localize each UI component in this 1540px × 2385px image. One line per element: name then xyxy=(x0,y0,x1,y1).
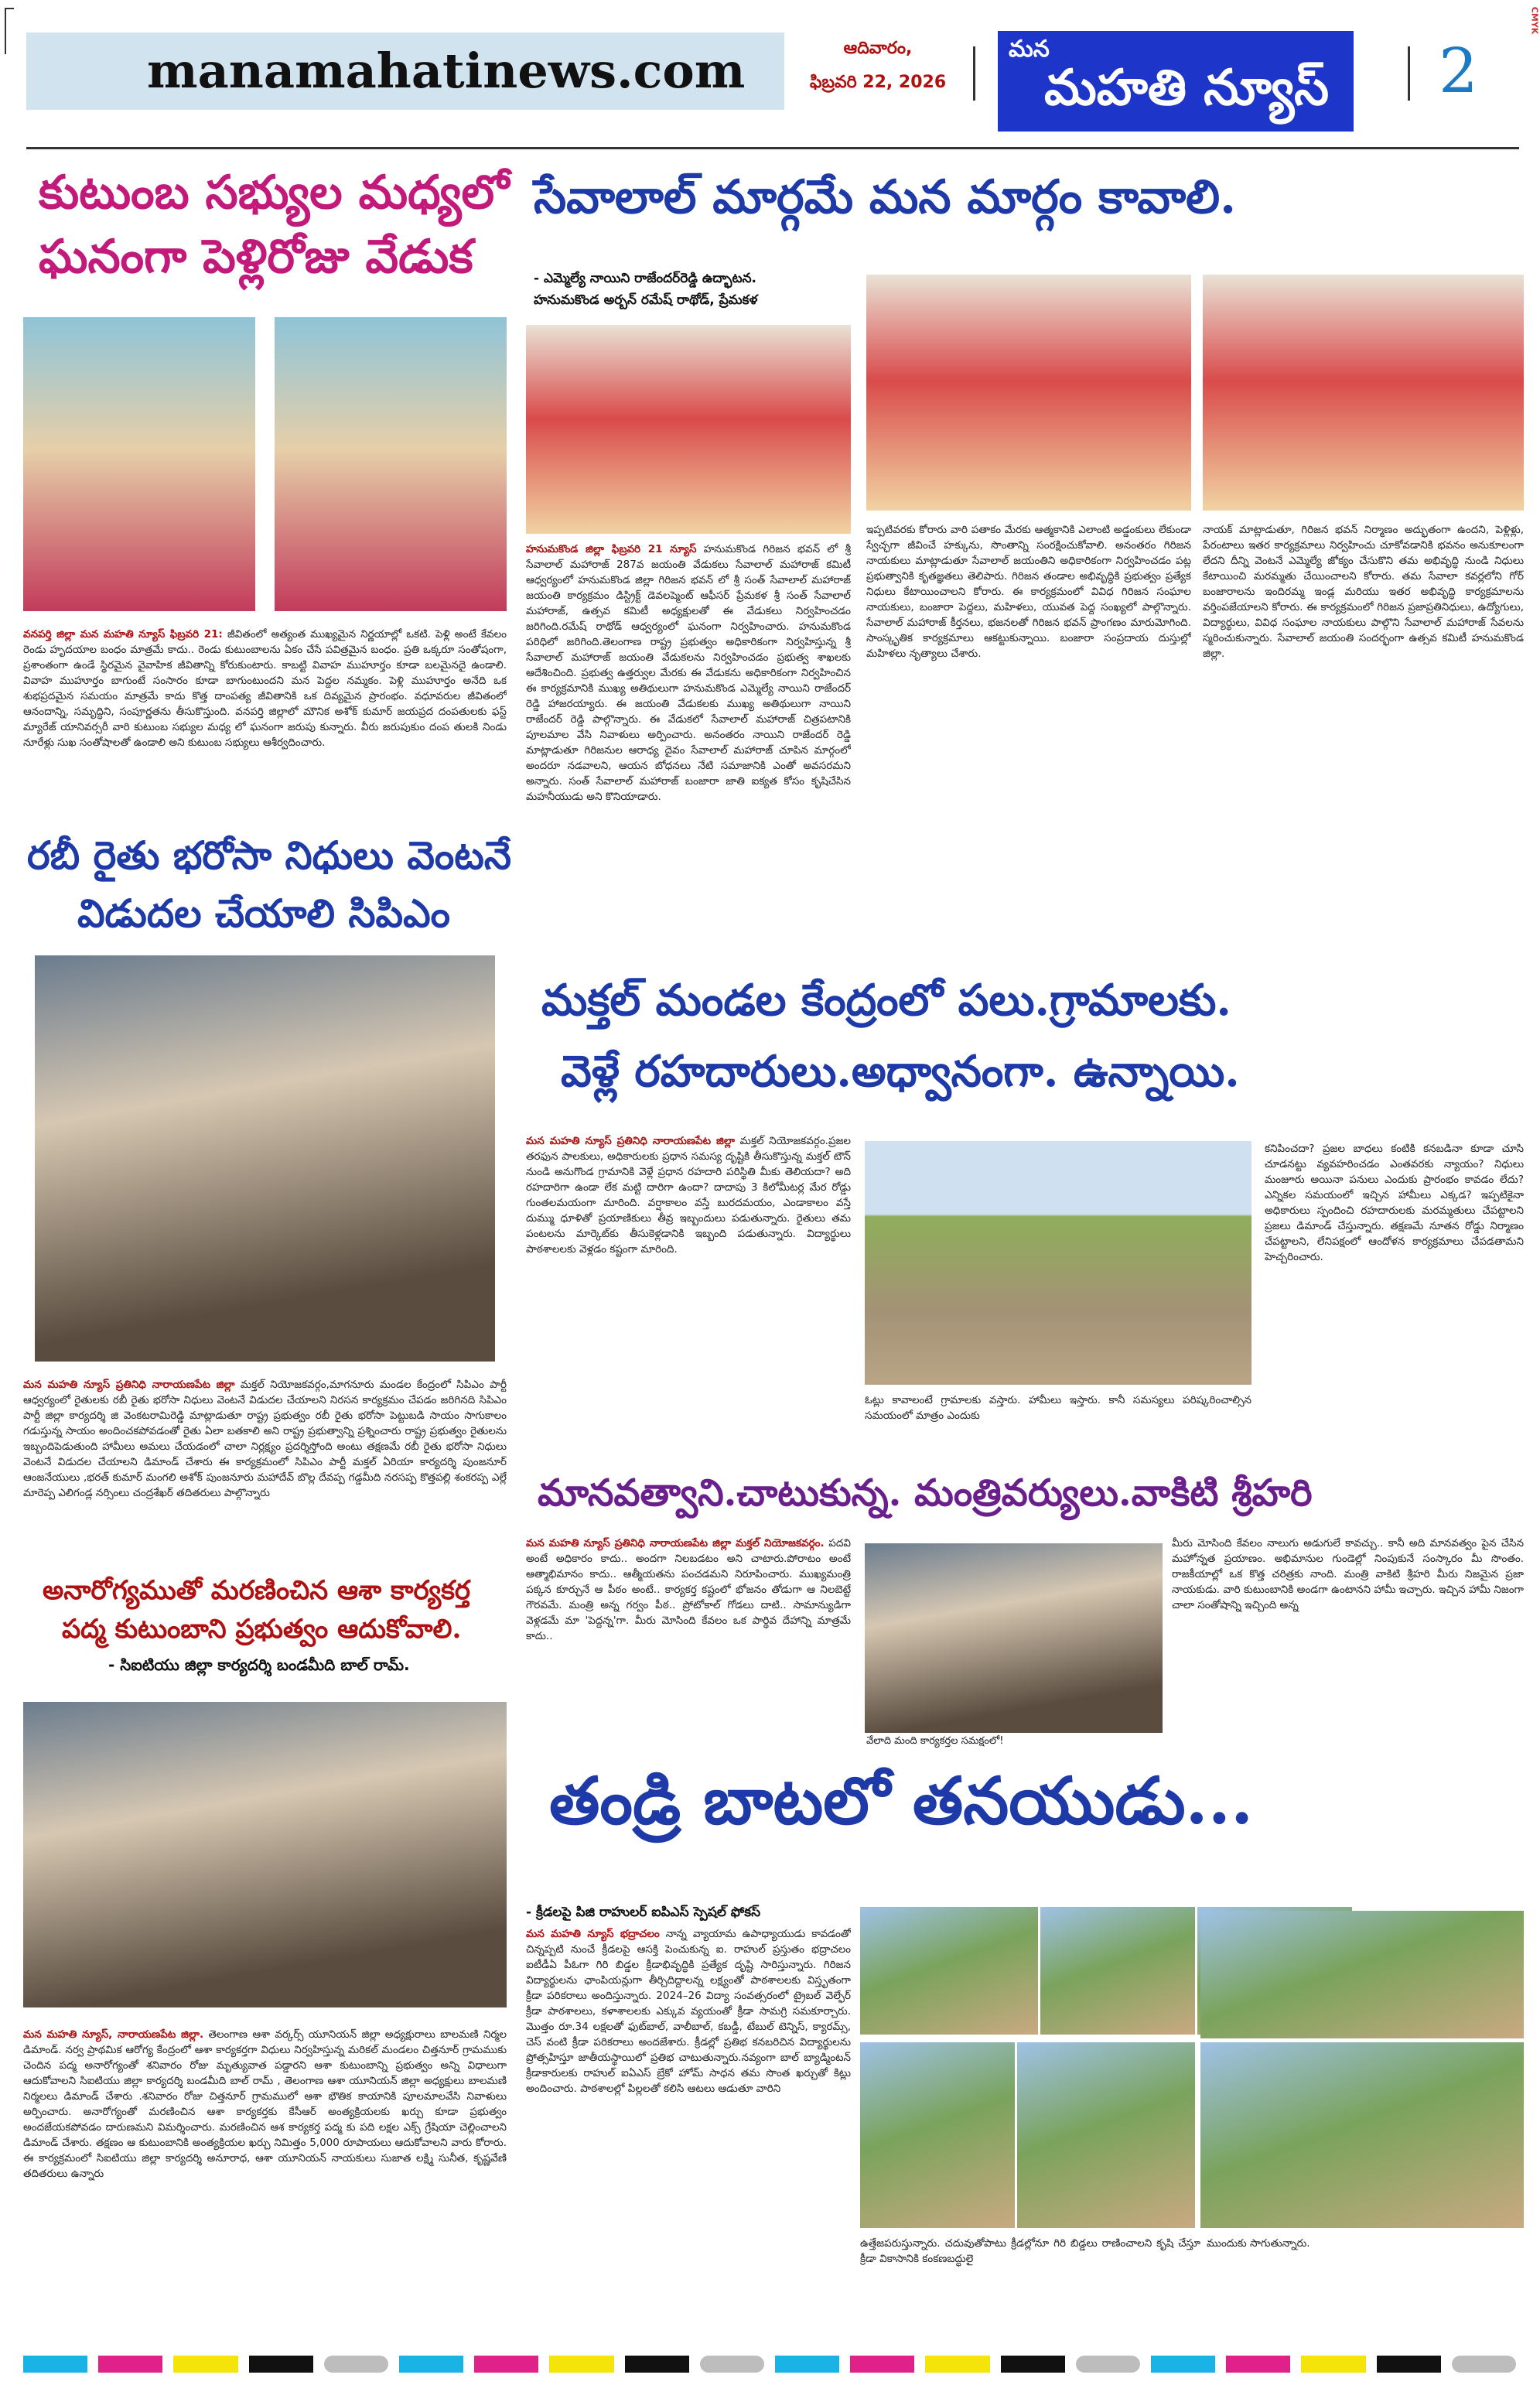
sports-photo-2 xyxy=(1040,1907,1195,2035)
rabi-headline-2: విడుదల చేయాలి సిపిఎం xyxy=(77,890,450,936)
masthead xyxy=(0,0,1540,155)
reg-swatch xyxy=(249,2356,313,2373)
sevalal-sub-1: - ఎమ్మెల్యే నాయిని రాజేందర్‌రెడ్డి ఉద్భాటన. xyxy=(534,271,756,286)
divider xyxy=(973,46,975,101)
sevalal-photo-3 xyxy=(1203,275,1524,511)
date-day: ఆదివారం, xyxy=(843,39,913,58)
reg-swatch xyxy=(700,2356,764,2373)
sports-photo-7 xyxy=(1200,2042,1524,2228)
reg-swatch xyxy=(1076,2356,1140,2373)
sevalal-body-2 xyxy=(866,522,1191,959)
reg-swatch xyxy=(1226,2356,1290,2373)
sports-photo-1 xyxy=(860,1907,1038,2035)
asha-byline: - సిఐటియు జిల్లా కార్యదర్శి బండమీది బాల్ రామ్. xyxy=(108,1655,410,1674)
makthal-body-2 xyxy=(1265,1141,1524,1458)
srihari-body-2 xyxy=(1172,1536,1524,1737)
anniversary-photo-1 xyxy=(23,317,255,611)
sports-tail-2 xyxy=(1207,2236,1524,2259)
srihari-dateline: మన మహతి న్యూస్ ప్రతినిధి నారాయణపేట జిల్లా మక్తల్ నియోజకవర్గం. xyxy=(526,1537,825,1550)
asha-photo xyxy=(23,1702,507,2007)
asha-body xyxy=(23,2027,507,2274)
reg-swatch xyxy=(23,2356,87,2373)
reg-swatch xyxy=(625,2356,689,2373)
sports-photo-5 xyxy=(860,2042,1015,2228)
reg-swatch xyxy=(549,2356,613,2373)
sports-text: నాన్న వ్యాయామ ఉపాధ్యాయుడు కావడంతో చిన్నప్పటి నుంచే క్రీడలపై ఆసక్తి పెంచుకున్న ఐ. రాహుల్ ప్రస్తుతం భద్రాచలం ఐటీడీఏ పీఓగా గిరి బిడ్డల క్రీడాభివృద్ధికి ప్రత్యేక దృష్టి సారిస్తున్నారు. గిరిజన విద్యార్థులను ఛాంపియన్లుగా తీర్చిదిద్దాలన్న లక్ష్యంతో పాఠశాలలకు విస్తృతంగా క్రీడా పరికరాలు అందిస్తున్నారు. 2024–26 విద్యా సంవత్సరంలో ట్రైబల్ వెల్ఫేర్ క్రీడా పాఠశాలలు, కళాశాలలకు ఎక్కువ వ్యయంతో క్రీడా సామగ్రి సమకూర్చారు. మొత్తం రూ.34 లక్షలతో ఫుట్‌బాల్, వాలీబాల్, కబడ్డీ, టేబుల్ టెన్నిస్, క్యారమ్స్, చెస్ వంటి క్రీడా పరికరాలు అందజేశారు. క్రీడల్లో ప్రతిభ కనబరిచిన విద్యార్థులను ప్రోత్సహిస్తూ జాతీయస్థాయిలో ప్రతిభ చాటుతున్నారు.నవ్యంగా బాల్ బ్యాడ్మింటన్ క్రీడాకారులకు రాహుల్ ఐఏఎస్ బ్రేకో హోమ్ సాధన తమ సొంత ఖర్చుతో కిట్లు అందించారు. పాఠశాలల్లో పిల్లలతో కలిసి ఆటలు ఆడుతూ వారిని xyxy=(526,1928,851,2095)
sevalal-text-1: హనుమకొండ గిరిజన భవన్ లో శ్రీ సేవాలాల్ మహారాజ్ 287వ జయంతి వేడుకలు సేవాలాల్ మహారాజ్ కమిటీ ఆధ్వర్యంలో హనుమకొండ జిల్లా గిరిజన భవన్ లో శ్రీ సంత్ సేవాలాల్ మహారాజ్ జయంతి కార్యక్రమం డిస్ట్రిక్ట్ డెవలప్మెంట్ ఆఫీసర్ ప్రేమకళ శ్రీ సంత్ సేవాలాల్ మహారాజ్, ఉత్సవ కమిటీ అధ్యక్షులతో ఈ వేడుకలు నిర్వహించడం జరిగింది.రమేష్ రాథోడ్ ఆధ్వర్యంలో ఘనంగా నిర్వహించారు. హనుమకొండ పరిధిలో జరిగింది.తెలంగాణ రాష్ట్ర ప్రభుత్వం అధికారికంగా నిర్వహిస్తున్న శ్రీ సేవాలాల్ మహారాజ్ జయంతి వేడుకలను నిర్వహించడం ప్రభుత్వ శాఖలకు ఆదేశించింది. ప్రభుత్వ ఉత్తర్వుల మేరకు ఈ వేడుకను అధికారికంగా నిర్వహించిన ఈ కార్యక్రమానికి ముఖ్య అతిథులుగా హనుమకొండ ఎమ్మెల్యే నాయిని రాజేందర్ రెడ్డి హాజరయ్యారు. ఈ జయంతి వేడుకలకు ముఖ్య అతిథులుగా నాయిని రాజేందర్ రెడ్డి పాల్గొన్నారు. ఈ వేడుకలో సేవాలాల్ మహారాజ్ చిత్రపటానికి పూలమాల వేసి నివాళులు అర్పించారు. అనంతరం నాయిని రాజేందర్ రెడ్డి మాట్లాడుతూ గిరిజనుల ఆరాధ్య దైవం సేవాలాల్ మహారాజ్ చూపిన మార్గంలో అందరూ నడవాలని, ఆయన బోధనలు నేటి సమాజానికి ఎంతో అవసరమని అన్నారు. సంత్ సేవాలాల్ మహారాజ్ బంజారా జాతి ఐక్యత కోసం కృషిచేసిన మహనీయుడు అని కొనియాడారు. xyxy=(526,543,851,803)
makthal-headline-2: వెళ్లే రహదారులు.అధ్వానంగా. ఉన్నాయి. xyxy=(561,1046,1240,1097)
sports-dateline: మన మహతి న్యూస్ భద్రాచలం xyxy=(526,1928,660,1940)
logo-main: మహతి న్యూస్ xyxy=(1044,59,1330,117)
sports-photo-4 xyxy=(1200,1911,1524,2038)
sports-photo-6 xyxy=(1017,2042,1195,2228)
reg-swatch xyxy=(775,2356,839,2373)
sports-headline: తండ్రి బాటలో తనయుడు... xyxy=(549,1762,1254,1839)
reg-swatch xyxy=(324,2356,388,2373)
page-number: 2 xyxy=(1439,35,1478,107)
anniversary-text: జీవితంలో అత్యంత ముఖ్యమైన నిర్ణయాల్లో ఒకటి. పెళ్లి అంటే కేవలం రెండు హృదయాల బంధం మాత్రమే కాదు.. రెండు కుటుంబాలను ఏకం చేసే పవిత్రమైన బంధం. ప్రతి ఒక్కరూ సంతోషంగా, ప్రశాంతంగా ఉండే స్థిరమైన వైవాహిక జీవితాన్ని కోరుకుంటారు. కాబట్టి వివాహ ముహూర్తం కూడా బలమైనదై ఉండాలి. వివాహ ముహూర్తం బాగుంటే సంసారం కూడా బాగుంటుందని మన పెద్దల నమ్మకం. పెళ్లి ముహూర్తం అనేది ఒక శుభప్రదమైన సమయం మాత్రమే కాదు కొత్త దాంపత్య జీవితానికి ఒక దివ్యమైన ప్రారంభం. వధూవరుల జీవితంలో ఆనందాన్ని, సమృద్ధిని, సంపూర్ణతను తీసుకొస్తుంది. వనపర్తి జిల్లాలో మౌనిక అశోక్ కుమార్ జయప్రద దంపతులకు ఫస్ట్ మ్యారేజ్ యానివర్సరీ వారి కుటుంబ సభ్యుల మధ్య లో ఘనంగా జరుపు కున్నారు. వీరు జరుపుకుం దంప తులకి నిండు నూరేళ్లు సుఖ సంతోషాలతో ఉండాలి అని కుటుంబ సభ్యులు ఆశీర్వదించారు. xyxy=(23,628,507,749)
asha-headline-2: పద్మ కుటుంబాని ప్రభుత్వం ఆదుకోవాలి. xyxy=(62,1614,462,1645)
reg-swatch xyxy=(1151,2356,1215,2373)
rabi-headline-1: రబీ రైతు భరోసా నిధులు వెంటనే xyxy=(27,832,511,878)
site-url[interactable]: manamahatinews.com xyxy=(147,43,746,99)
reg-swatch xyxy=(1001,2356,1065,2373)
reg-swatch xyxy=(173,2356,237,2373)
anniversary-headline-2: ఘనంగా పెళ్లిరోజు వేడుక xyxy=(39,230,473,284)
rabi-text: మక్తల్ నియోజకవర్గం,మాగనూరు మండల కేంద్రంలో సిపిఎం పార్టీ ఆధ్వర్యంలో రైతులకు రబీ రైతు భరోసా నిధులు వెంటనే విడుదల చేయాలని నిరసన కార్యక్రమం చేపడం జరిగినది సిపిఎం పార్టీ జిల్లా కార్యదర్శి జి వెంకటరామిరెడ్డి మాట్లాడుతూ రాష్ట్ర ప్రభుత్వం రబీ రైతు భరోసా పెట్టుబడి సాయం సాగుకాలం గడుస్తున్న సాయం అందించకపోవడంతో రైతు ఏలా బతకాలి అని రాష్ట్ర ప్రభుత్వాన్ని ప్రశ్నించారు రాష్ట్ర ప్రభుత్వం రైతులను ఇబ్బందిపెడుతుంది హామీలు అమలు చేయడంలో చాలా నిర్లక్ష్యం ప్రదర్శిస్తోంది అంటు తక్షణమే రబీ రైతు భరోసా నిధులు వెంటనే విడుదల చేయాలని డిమాండ్ చేశారు ఈ కార్యక్రమంలో సిపిఎం పార్టీ మక్తల్ ఏరియా కార్యదర్శి పుంజనూర్ ఆంజనేయులు ,భరత్ కుమార్ మంగలి అశోక్ పుంజనూరు మహాదేవ్ బొల్ల దేవప్ప గడ్డమీది నరసప్ప కొత్తపల్లి శంకరప్ప ఎల్లే మారెప్ప ఎలిగండ్ల నర్సింలు చంద్రశేఖర్ తదితరులు పాల్గొన్నారు xyxy=(23,1379,507,1499)
srihari-text-1: పదవి అంటే అధికారం కాదు.. అందగా నిలబడటం అని చాటారు.పోరాటం అంటే ఆత్మాభిమానం కాదు.. ఆత్మీయతను పంచడమని నిరూపించారు. ముఖ్యమంత్రి పక్కన కూర్చునే ఆ పీఠం అంటే.. కార్యకర్త కష్టంలో భోజనం తోడుగా ఆ నిలబెట్టే గౌరవమే. మంత్రి అన్న గర్వం పీఠ.. ప్రోటోకాల్ గోడలు దాటి.. సామాన్యుడిగా వెళ్లడమే మా 'పెద్దన్న'గా. మీరు మోసింది కేవలం ఒక పార్థివ దేహాన్ని మాత్రమే కాదు.. xyxy=(526,1537,851,1642)
reg-swatch xyxy=(399,2356,463,2373)
sevalal-photo-2 xyxy=(866,275,1191,511)
sports-sub: - క్రీడలపై పిజి రాహులర్ ఐపిఎస్ స్పెషల్ ఫోకస్ xyxy=(526,1905,761,1920)
anniversary-dateline: వనపర్తి జిల్లా మన మహతి న్యూస్ ఫిబ్రవరి 21: xyxy=(23,628,223,641)
sevalal-text-3: నాయక్ మాట్లాడుతూ, గిరిజన భవన్ నిర్మాణం అద్భుతంగా ఉందని, పెళ్లిళ్లు, పేరంటాలు ఇతర కార్యక్రమాలు నిర్వహించు చూకోవడానికి భవనం అనుకూలంగా లేదని దీన్ని వెంటనే ఎమ్మెల్యే జోక్యం చేసుకొని తమ అభివృద్ధి నుండి నిధులు కేటాయించి మరమ్మతు చేయించాలని కోరారు. తమ సేవాలా కవర్లలోని గోర్ బంజారాలను ఇందిరమ్మ ఇండ్ల మరియు ఇతర అభివృద్ధి కార్యక్రమాలను వర్తింపజేయాలని కోరారు. ఈ కార్యక్రమంలో గిరిజన ప్రజాప్రతినిధులు, ఉద్యోగులు, విద్యార్థులు, వివిధ సంఘాల నాయకులు పాల్గొని సేవాలాల్ మహారాజ్ సేవలను స్మరించుకున్నారు. సేవాలాల్ జయంతి సందర్భంగా ఉత్సవ కమిటీ హనుమకొండ జిల్లా. xyxy=(1203,524,1524,660)
sports-tail-1 xyxy=(860,2236,1200,2282)
makthal-caption-text: ఓట్లు కావాలంటే గ్రామాలకు వస్తారు. హామీలు ఇస్తారు. కానీ సమస్యలు పరిష్కరించాల్సిన సమయంలో మాత్రం ఎందుకు xyxy=(865,1394,1251,1422)
asha-headline-1: అనారోగ్యముతో మరణించిన ఆశా కార్యకర్త xyxy=(43,1575,471,1606)
sevalal-body-3 xyxy=(1203,522,1524,959)
sevalal-text-2: ఇప్పటివరకు కోరారు వారి పతాకం మేరకు ఆత్మకానికి ఎలాంటి అడ్డంకులు లేకుండా స్వేచ్ఛగా జీవించే హక్కును, సొంతాన్ని సంరక్షించుకోవాలి. అనంతరం గిరిజన నాయకులు మాట్లాడుతూ సేవాలాల్ జయంతిని అధికారికంగా నిర్వహించడం పట్ల ప్రభుత్వానికి కృతజ్ఞతలు తెలిపారు. గిరిజన తండాల అభివృద్ధికి ప్రభుత్వం ప్రత్యేక నిధులు కేటాయించాలని కోరారు. ఈ కార్యక్రమంలో వివిధ గిరిజన సంఘాల నాయకులు, బంజారా పెద్దలు, మహిళలు, యువత పెద్ద సంఖ్యలో పాల్గొన్నారు. సేవాలాల్ మహారాజ్ కీర్తనలు, భజనలతో గిరిజన భవన్ ప్రాంగణం మారుమోగింది. సాంస్కృతిక కార్యక్రమాలు ఆకట్టుకున్నాయి. బంజారా సంప్రదాయ దుస్తుల్లో మహిళలు నృత్యాలు చేశారు. xyxy=(866,524,1191,660)
masthead-logo[interactable] xyxy=(998,31,1354,132)
srihari-photo xyxy=(865,1543,1163,1733)
srihari-headline: మానవత్వాని.చాటుకున్న. మంత్రివర్యులు.వాకిటి శ్రీహరి xyxy=(538,1471,1313,1515)
divider xyxy=(1408,46,1410,101)
corner-mark: CMYK xyxy=(1529,6,1540,35)
registration-bar xyxy=(23,2356,1516,2373)
srihari-caption: వేలాది మంది కార్యకర్తల సమక్షంలో! xyxy=(866,1735,1004,1747)
anniversary-body xyxy=(23,627,507,812)
reg-swatch xyxy=(1452,2356,1516,2373)
reg-swatch xyxy=(1301,2356,1365,2373)
makthal-caption xyxy=(865,1392,1251,1447)
date-box xyxy=(797,32,959,110)
rabi-dateline: మన మహతి న్యూస్ ప్రతినిధి నారాయణపేట జిల్లా xyxy=(23,1379,235,1391)
srihari-text-2: మీరు మోసింది కేవలం నాలుగు అడుగులే కావచ్చు.. కానీ అది మానవత్వం పైన చేసిన మహోన్నత ప్రయాణం. అభిమానుల గుండెల్లో నింపుకునే సంస్కారం మీ సొంతం. రాజకీయాల్లో ఒక కొత్త చరిత్రకు నాంది. మంత్రి వాకిటి శ్రీహరి మీరు నిజమైన ప్రజా నాయకుడు. వారి కుటుంబానికి అండగా ఉంటానని హామీ ఇచ్చారు. ఇచ్చిన హామీ నిజంగా చాలా సంతోషాన్ని ఇచ్చింది అన్న xyxy=(1172,1537,1524,1611)
srihari-body-1 xyxy=(526,1536,851,1744)
makthal-text-2: కనిపించదా? ప్రజల బాధలు కంటికి కనబడినా కూడా చూసి చూడనట్టు వ్యవహరించడం ఎంతవరకు న్యాయం? నిధులు మంజూరు అయినా పనులు ఎందుకు ప్రారంభం కావడం లేదు? ఎన్నికల సమయంలో ఇచ్చిన హామీలు ఎక్కడ? ఇప్పటికైనా అధికారులు స్పందించి రహదారులకు మరమ్మతులు చేపట్టాలని ప్రజలు డిమాండ్ చేస్తున్నారు. తక్షణమే నూతన రోడ్డు నిర్మాణం చేపట్టాలని, లేనిపక్షంలో ఆందోళన కార్యక్రమాలు చేపడతామని హెచ్చరించారు. xyxy=(1265,1143,1524,1263)
sevalal-headline: సేవాలాల్ మార్గమే మన మార్గం కావాలి. xyxy=(534,170,1236,224)
sevalal-photo-1 xyxy=(526,325,851,534)
asha-text: తెలంగాణ ఆశా వర్కర్స్ యూనియన్ జిల్లా అధ్యక్షురాలు బాలమణి నిర్మల డిమాండ్. నర్వ ప్రాథమిక ఆరోగ్య కేంద్రంలో ఆశా కార్యకర్తగా విధులు నిర్వహిస్తున్న మరికల్ మండలం చిత్తనూర్ గ్రామముకు చెందిన పద్మ అనారోగ్యంతో శనివారం రోజు మృత్యువాత పడ్డారని ఆశా కుటుంబాన్ని ప్రభుత్వం అన్ని విధాలుగా ఆదుకోవాలని సిఐటియు జిల్లా కార్యదర్శి బండమీది బాల్ రామ్ , తెలంగాణ ఆశా యూనియన్ జిల్లా అధ్యక్షులు బాలమణి నిర్మలలు డిమాండ్ చేశారు .శనివారం రోజు చిత్తనూర్ గ్రామములో ఆశా భౌతిక కాయానికి పూలమాలవేసి నివాళులు అర్పించారు. అనారోగ్యంతో మరణించిన ఆశా కార్యకర్తకు కేసీఆర్ అంత్యక్రియలకు ఖర్చు కూడా ప్రభుత్వం అందజేయకపోవడం దారుణమని విమర్శించారు. మరణించిన ఆశ కార్యకర్త పద్మ కు పది లక్షల ఎక్స్ గ్రేషియా చెల్లించాలని డిమాండ్ చేశారు. తక్షణం ఆ కుటుంబానికి అంత్యక్రియల ఖర్చు నిమిత్తం 5,000 రూపాయలు ఆదుకోవాలని వారు కోరారు. ఈ కార్యక్రమంలో సిఐటియు జిల్లా కార్యదర్శి అనూరాధ, ఆశా యూనియన్ నాయకులు సుజాత లక్ష్మి సునీత, కృష్ణవేణి తదితరులు ఉన్నారు xyxy=(23,2028,507,2180)
rabi-photo xyxy=(35,955,495,1362)
logo-small: మన xyxy=(1009,36,1050,63)
reg-swatch xyxy=(98,2356,162,2373)
crop-mark-left xyxy=(5,8,14,54)
makthal-headline-1: మక్తల్ మండల కేంద్రంలో పలు.గ్రామాలకు. xyxy=(541,975,1231,1026)
sevalal-dateline: హనుమకొండ జిల్లా ఫిబ్రవరి 21 న్యూస్ xyxy=(526,543,697,555)
reg-swatch xyxy=(474,2356,538,2373)
reg-swatch xyxy=(850,2356,914,2373)
sports-body xyxy=(526,1926,851,2294)
makthal-body-1 xyxy=(526,1133,851,1458)
reg-swatch xyxy=(1377,2356,1441,2373)
anniversary-headline-1: కుటుంబ సభ్యుల మధ్యలో xyxy=(39,166,510,220)
reg-swatch xyxy=(925,2356,989,2373)
sports-tail-1-text: ఉత్తేజపరుస్తున్నారు. చదువుతోపాటు క్రీడల్లోనూ గిరి బిడ్డలు రాణించాలని కృషి చేస్తూ క్రీడా వికాసానికి కంకణబద్ధులై xyxy=(860,2237,1200,2265)
sevalal-body-1 xyxy=(526,542,851,959)
makthal-dateline: మన మహతి న్యూస్ ప్రతినిధి నారాయణపేట జిల్లా xyxy=(526,1135,736,1147)
anniversary-photo-2 xyxy=(275,317,507,611)
asha-dateline: మన మహతి న్యూస్, నారాయణపేట జిల్లా. xyxy=(23,2028,204,2041)
masthead-rule xyxy=(26,147,1519,149)
sports-tail-2-text: ముందుకు సాగుతున్నారు. xyxy=(1207,2237,1310,2250)
rabi-body xyxy=(23,1377,507,1563)
makthal-text-1: మక్తల్ నియోజకవర్గం.ప్రజల తరఫున పాలకులు, అధికారులకు ప్రధాన సమస్య దృష్టికి తీసుకొస్తున్న మక్తల్ టౌన్ నుండి అనుగొండ గ్రామానికి వెళ్లే ప్రధాన రహదారి పరిస్థితి మీకు తెలియదా? అది రహదారిగా ఉండా లేక మట్టి దారిగా ఉందా? దాదాపు 3 కిలోమీటర్ల మేర రోడ్డు గుంతలమయంగా మారింది. వర్షాకాలం వస్తే బురదమయం, ఎండాకాలం వస్తే దుమ్ము ధూళితో ప్రయాణికులు తీవ్ర ఇబ్బందులు పడుతున్నారు. రైతులు తమ పంటలను మార్కెట్‌కు తీసుకెళ్లడానికి ఇబ్బంది పడుతున్నారు. విద్యార్థులు పాఠశాలలకు వెళ్లడం కష్టంగా మారింది. xyxy=(526,1135,851,1256)
makthal-road-photo xyxy=(865,1141,1251,1385)
date-full: ఫిబ్రవరి 22, 2026 xyxy=(809,73,947,92)
sevalal-sub-2: హనుమకొండ అర్బన్ రమేష్ రాథోడ్, ప్రేమకళ xyxy=(534,292,758,308)
